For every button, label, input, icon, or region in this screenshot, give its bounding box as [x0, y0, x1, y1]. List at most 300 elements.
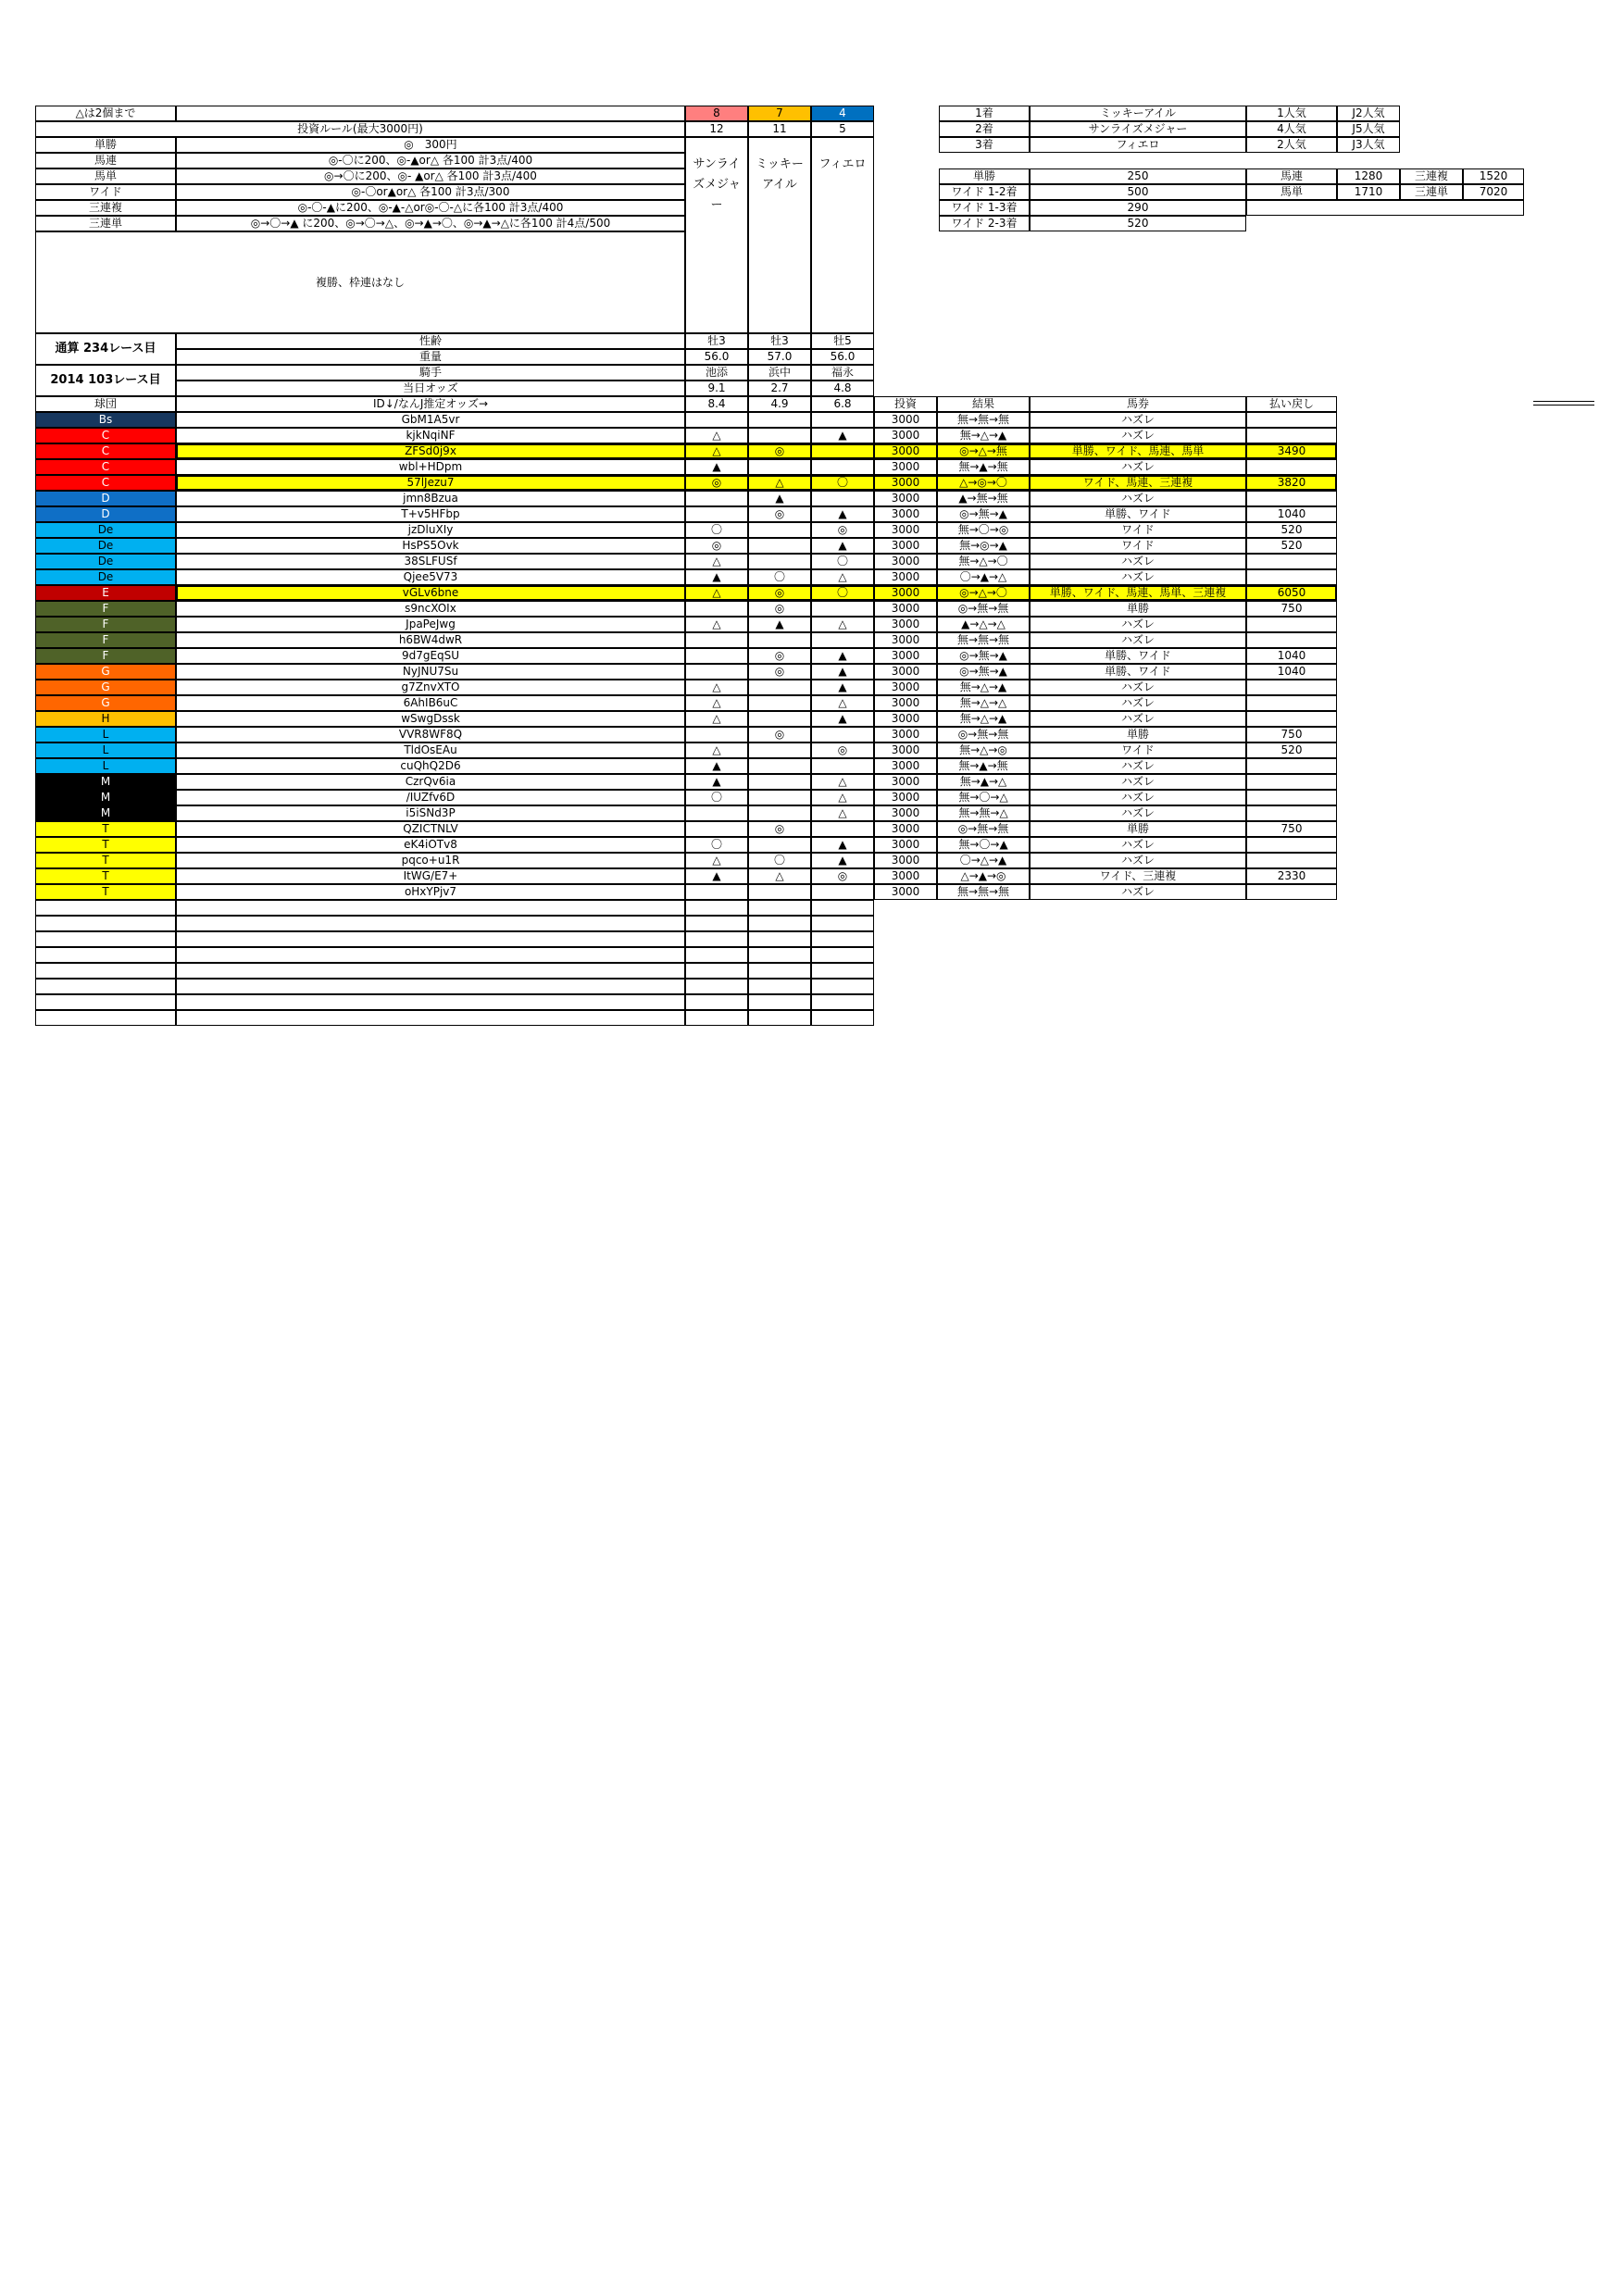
team-badge: T — [35, 868, 176, 884]
no-bet-note: 複勝、枠連はなし — [35, 231, 685, 333]
user-id: ZFSd0j9x — [176, 443, 685, 459]
payout-cell: 2330 — [1246, 868, 1337, 884]
mark-cell — [685, 727, 748, 742]
payout-cell — [1246, 884, 1337, 900]
invest-cell: 3000 — [874, 727, 937, 742]
ticket-cell: ハズレ — [1030, 617, 1246, 632]
invest-cell: 3000 — [874, 805, 937, 821]
invest-cell: 3000 — [874, 443, 937, 459]
mark-cell — [748, 522, 811, 538]
horse-weight: 57.0 — [748, 349, 811, 365]
result-cell: ◎→無→無 — [937, 727, 1030, 742]
mark-cell — [811, 821, 874, 837]
mark-cell — [685, 632, 748, 648]
empty-cell — [176, 994, 685, 1010]
row-label-odds: 当日オッズ — [176, 381, 685, 396]
ticket-cell: ハズレ — [1030, 554, 1246, 569]
empty-cell — [748, 931, 811, 947]
payout-cell: 1040 — [1246, 648, 1337, 664]
mark-cell: △ — [811, 774, 874, 790]
result-cell: 無→〇→◎ — [937, 522, 1030, 538]
result-cell: 無→△→〇 — [937, 554, 1030, 569]
payout-cell: 1040 — [1246, 506, 1337, 522]
rule-type: 三連複 — [35, 200, 176, 216]
result-cell: ◎→無→無 — [937, 821, 1030, 837]
user-id: 6AhIB6uC — [176, 695, 685, 711]
row-label-weight: 重量 — [176, 349, 685, 365]
ticket-cell: 単勝、ワイド — [1030, 664, 1246, 680]
user-id: jzDluXIy — [176, 522, 685, 538]
mark-cell: ▲ — [811, 837, 874, 853]
invest-cell: 3000 — [874, 538, 937, 554]
empty-cell — [685, 963, 748, 979]
empty-cell — [748, 979, 811, 994]
payout-cell — [1246, 632, 1337, 648]
user-id: VVR8WF8Q — [176, 727, 685, 742]
empty-cell — [748, 994, 811, 1010]
user-id: GbM1A5vr — [176, 412, 685, 428]
mark-cell: 〇 — [811, 475, 874, 491]
horse-weight: 56.0 — [685, 349, 748, 365]
finish-horse: ミッキーアイル — [1030, 106, 1246, 121]
mark-cell: 〇 — [685, 522, 748, 538]
mark-cell: ▲ — [748, 617, 811, 632]
mark-cell: ◎ — [748, 821, 811, 837]
mark-cell: 〇 — [685, 790, 748, 805]
frame-7: 7 — [748, 106, 811, 121]
empty-cell — [811, 947, 874, 963]
empty-cell — [685, 979, 748, 994]
team-badge: M — [35, 790, 176, 805]
ticket-cell: 単勝、ワイド — [1030, 506, 1246, 522]
horse-number-11: 11 — [748, 121, 811, 137]
col-invest: 投資 — [874, 396, 937, 412]
total-races: 通算 234レース目 — [35, 333, 176, 365]
horse-age: 牡3 — [685, 333, 748, 349]
est-odds: 8.4 — [685, 396, 748, 412]
result-cell: 無→〇→▲ — [937, 837, 1030, 853]
empty-cell — [35, 916, 176, 931]
ticket-cell: ハズレ — [1030, 837, 1246, 853]
payout-label: ワイド 1-2着 — [939, 184, 1030, 200]
finish-j-popularity: J5人気 — [1337, 121, 1400, 137]
ticket-cell: 単勝、ワイド、馬連、馬単、三連複 — [1030, 585, 1246, 601]
invest-cell: 3000 — [874, 632, 937, 648]
result-cell: ◎→△→〇 — [937, 585, 1030, 601]
invest-cell: 3000 — [874, 758, 937, 774]
row-label-age: 性齢 — [176, 333, 685, 349]
horse-weight: 56.0 — [811, 349, 874, 365]
est-odds: 4.9 — [748, 396, 811, 412]
mark-cell: ◎ — [748, 648, 811, 664]
team-badge: T — [35, 821, 176, 837]
rule-type: 馬単 — [35, 168, 176, 184]
result-cell: 無→▲→無 — [937, 758, 1030, 774]
mark-cell: ▲ — [685, 569, 748, 585]
mark-cell: ◎ — [811, 742, 874, 758]
mark-cell: ▲ — [811, 538, 874, 554]
rule-type: ワイド — [35, 184, 176, 200]
payout-label: ワイド 2-3着 — [939, 216, 1030, 231]
ticket-cell: 単勝、ワイド、馬連、馬単 — [1030, 443, 1246, 459]
mark-cell — [811, 412, 874, 428]
team-badge: D — [35, 506, 176, 522]
mark-cell — [685, 805, 748, 821]
payout-cell — [1246, 569, 1337, 585]
ticket-cell: 単勝 — [1030, 821, 1246, 837]
team-badge: Bs — [35, 412, 176, 428]
mark-cell: ◎ — [748, 506, 811, 522]
finish-horse: フィエロ — [1030, 137, 1246, 153]
user-id: g7ZnvXTO — [176, 680, 685, 695]
mark-cell — [748, 711, 811, 727]
mark-cell: △ — [685, 742, 748, 758]
user-id: i5iSNd3P — [176, 805, 685, 821]
payout-cell — [1246, 695, 1337, 711]
mark-cell — [748, 412, 811, 428]
mark-cell: ▲ — [685, 459, 748, 475]
team-badge: D — [35, 491, 176, 506]
payout-value: 7020 — [1463, 184, 1524, 200]
result-cell: 無→無→無 — [937, 884, 1030, 900]
empty-cell — [748, 947, 811, 963]
ticket-cell: ハズレ — [1030, 711, 1246, 727]
mark-cell — [748, 774, 811, 790]
mark-cell — [685, 491, 748, 506]
result-cell: ◎→△→無 — [937, 443, 1030, 459]
mark-cell: △ — [685, 554, 748, 569]
team-badge: E — [35, 585, 176, 601]
empty-cell — [35, 947, 176, 963]
user-id: wbl+HDpm — [176, 459, 685, 475]
mark-cell: ▲ — [811, 853, 874, 868]
payout-cell — [1246, 805, 1337, 821]
mark-cell — [748, 805, 811, 821]
rule-text: ◎ 300円 — [176, 137, 685, 153]
empty-cell — [748, 900, 811, 916]
payout-value: 1710 — [1337, 184, 1400, 200]
empty-cell — [176, 1010, 685, 1026]
rule-text: ◎-〇-▲に200、◎-▲-△or◎-〇-△に各100 計3点/400 — [176, 200, 685, 216]
mark-cell: ▲ — [685, 868, 748, 884]
horse-age: 牡5 — [811, 333, 874, 349]
mark-cell: △ — [685, 428, 748, 443]
invest-cell: 3000 — [874, 790, 937, 805]
horse-jockey: 福永 — [811, 365, 874, 381]
mark-cell — [748, 632, 811, 648]
payout-cell — [1246, 491, 1337, 506]
team-badge: F — [35, 632, 176, 648]
empty-cell — [811, 900, 874, 916]
user-id: jmn8Bzua — [176, 491, 685, 506]
payout-cell: 750 — [1246, 821, 1337, 837]
mark-cell: △ — [748, 475, 811, 491]
payout-cell — [1246, 428, 1337, 443]
user-id: h6BW4dwR — [176, 632, 685, 648]
finish-place: 2着 — [939, 121, 1030, 137]
user-id: vGLv6bne — [176, 585, 685, 601]
result-cell: ◎→無→▲ — [937, 664, 1030, 680]
horse-jockey: 池添 — [685, 365, 748, 381]
mark-cell: △ — [748, 868, 811, 884]
empty-cell — [685, 1010, 748, 1026]
divider-line — [1533, 401, 1594, 402]
mark-cell — [685, 884, 748, 900]
invest-cell: 3000 — [874, 412, 937, 428]
finish-horse: サンライズメジャー — [1030, 121, 1246, 137]
mark-cell: △ — [685, 695, 748, 711]
mark-cell: △ — [685, 617, 748, 632]
user-id: s9ncXOIx — [176, 601, 685, 617]
ticket-cell: ハズレ — [1030, 805, 1246, 821]
invest-cell: 3000 — [874, 428, 937, 443]
team-badge: De — [35, 538, 176, 554]
mark-cell: 〇 — [685, 837, 748, 853]
empty-cell — [811, 979, 874, 994]
mark-cell — [748, 459, 811, 475]
user-id: TldOsEAu — [176, 742, 685, 758]
invest-cell: 3000 — [874, 601, 937, 617]
ticket-cell: ハズレ — [1030, 428, 1246, 443]
mark-cell: ◎ — [748, 443, 811, 459]
ticket-cell: 単勝 — [1030, 601, 1246, 617]
payout-cell: 750 — [1246, 601, 1337, 617]
empty-cell — [685, 900, 748, 916]
team-badge: De — [35, 522, 176, 538]
finish-popularity: 4人気 — [1246, 121, 1337, 137]
mark-cell: ▲ — [811, 506, 874, 522]
mark-cell — [811, 491, 874, 506]
col-ticket: 馬券 — [1030, 396, 1246, 412]
result-cell: ◎→無→▲ — [937, 506, 1030, 522]
mark-cell: 〇 — [748, 569, 811, 585]
empty-cell — [176, 900, 685, 916]
ticket-cell: ハズレ — [1030, 459, 1246, 475]
result-cell: 〇→△→▲ — [937, 853, 1030, 868]
user-id: NyJNU7Su — [176, 664, 685, 680]
rule-text: ◎-〇に200、◎-▲or△ 各100 計3点/400 — [176, 153, 685, 168]
ticket-cell: ハズレ — [1030, 680, 1246, 695]
mark-cell — [811, 601, 874, 617]
invest-cell: 3000 — [874, 522, 937, 538]
payout-cell — [1246, 758, 1337, 774]
empty-cell — [811, 931, 874, 947]
invest-cell: 3000 — [874, 506, 937, 522]
team-badge: T — [35, 853, 176, 868]
result-cell: 無→△→▲ — [937, 428, 1030, 443]
result-cell: 〇→▲→△ — [937, 569, 1030, 585]
result-cell: 無→△→△ — [937, 695, 1030, 711]
payout-cell — [1246, 711, 1337, 727]
user-id: Qjee5V73 — [176, 569, 685, 585]
invest-cell: 3000 — [874, 868, 937, 884]
payout-label: 馬連 — [1246, 168, 1337, 184]
empty-cell — [1246, 200, 1524, 216]
mark-cell: ▲ — [811, 664, 874, 680]
result-cell: 無→△→▲ — [937, 711, 1030, 727]
invest-cell: 3000 — [874, 491, 937, 506]
mark-cell: 〇 — [811, 554, 874, 569]
ticket-cell: ハズレ — [1030, 884, 1246, 900]
col-team: 球団 — [35, 396, 176, 412]
finish-j-popularity: J3人気 — [1337, 137, 1400, 153]
empty-cell — [176, 947, 685, 963]
ticket-cell: 単勝、ワイド — [1030, 648, 1246, 664]
limit-note: △は2個まで — [35, 106, 176, 121]
ticket-cell: ハズレ — [1030, 632, 1246, 648]
team-badge: De — [35, 554, 176, 569]
horse-age: 牡3 — [748, 333, 811, 349]
horse-name: サンライズメジャー — [685, 137, 748, 333]
result-cell: 無→△→▲ — [937, 680, 1030, 695]
mark-cell — [685, 412, 748, 428]
mark-cell — [748, 884, 811, 900]
ticket-cell: ワイド、三連複 — [1030, 868, 1246, 884]
mark-cell: ◎ — [811, 868, 874, 884]
payout-cell — [1246, 774, 1337, 790]
invest-cell: 3000 — [874, 711, 937, 727]
empty-cell — [685, 916, 748, 931]
mark-cell: ▲ — [811, 648, 874, 664]
result-cell: 無→◎→▲ — [937, 538, 1030, 554]
payout-cell — [1246, 459, 1337, 475]
empty-cell — [35, 931, 176, 947]
empty-cell — [35, 979, 176, 994]
mark-cell: △ — [685, 585, 748, 601]
result-cell: 無→〇→△ — [937, 790, 1030, 805]
finish-j-popularity: J2人気 — [1337, 106, 1400, 121]
payout-cell — [1246, 412, 1337, 428]
empty-cell — [685, 931, 748, 947]
ticket-cell: ワイド — [1030, 522, 1246, 538]
invest-cell: 3000 — [874, 821, 937, 837]
mark-cell: ▲ — [685, 774, 748, 790]
user-id: kjkNqiNF — [176, 428, 685, 443]
payout-cell: 3820 — [1246, 475, 1337, 491]
year-races: 2014 103レース目 — [35, 365, 176, 396]
mark-cell: △ — [685, 443, 748, 459]
ticket-cell: ハズレ — [1030, 569, 1246, 585]
result-cell: 無→無→無 — [937, 632, 1030, 648]
frame-8: 8 — [685, 106, 748, 121]
user-id: eK4iOTv8 — [176, 837, 685, 853]
mark-cell: △ — [811, 790, 874, 805]
team-badge: M — [35, 805, 176, 821]
result-cell: 無→無→△ — [937, 805, 1030, 821]
user-id: JpaPeJwg — [176, 617, 685, 632]
payout-cell: 6050 — [1246, 585, 1337, 601]
result-cell: 無→無→無 — [937, 412, 1030, 428]
ticket-cell: ハズレ — [1030, 695, 1246, 711]
invest-cell: 3000 — [874, 569, 937, 585]
result-cell: △→▲→◎ — [937, 868, 1030, 884]
mark-cell — [748, 680, 811, 695]
empty-cell — [176, 916, 685, 931]
invest-cell: 3000 — [874, 648, 937, 664]
invest-cell: 3000 — [874, 884, 937, 900]
rules-title: 投資ルール(最大3000円) — [35, 121, 685, 137]
ticket-cell: ハズレ — [1030, 412, 1246, 428]
mark-cell — [811, 632, 874, 648]
mark-cell: 〇 — [748, 853, 811, 868]
ticket-cell: ワイド — [1030, 742, 1246, 758]
payout-value: 1280 — [1337, 168, 1400, 184]
team-badge: C — [35, 475, 176, 491]
mark-cell — [748, 538, 811, 554]
user-id: wSwgDssk — [176, 711, 685, 727]
blank-cell — [176, 106, 685, 121]
invest-cell: 3000 — [874, 680, 937, 695]
mark-cell: 〇 — [811, 585, 874, 601]
mark-cell — [685, 648, 748, 664]
payout-label: 三連複 — [1400, 168, 1463, 184]
empty-cell — [35, 1010, 176, 1026]
mark-cell — [685, 506, 748, 522]
invest-cell: 3000 — [874, 585, 937, 601]
mark-cell: ▲ — [685, 758, 748, 774]
invest-cell: 3000 — [874, 742, 937, 758]
rule-text: ◎→〇→▲ に200、◎→〇→△、◎→▲→〇、◎→▲→△に各100 計4点/500 — [176, 216, 685, 231]
result-cell: ▲→無→無 — [937, 491, 1030, 506]
est-odds: 6.8 — [811, 396, 874, 412]
result-cell: 無→△→◎ — [937, 742, 1030, 758]
team-badge: G — [35, 695, 176, 711]
result-cell: ▲→△→△ — [937, 617, 1030, 632]
mark-cell: △ — [685, 711, 748, 727]
payout-value: 520 — [1030, 216, 1246, 231]
mark-cell — [748, 695, 811, 711]
mark-cell: △ — [811, 617, 874, 632]
invest-cell: 3000 — [874, 459, 937, 475]
team-badge: F — [35, 617, 176, 632]
invest-cell: 3000 — [874, 695, 937, 711]
result-cell: △→◎→〇 — [937, 475, 1030, 491]
rule-text: ◎→〇に200、◎- ▲or△ 各100 計3点/400 — [176, 168, 685, 184]
team-badge: G — [35, 680, 176, 695]
mark-cell: ◎ — [748, 727, 811, 742]
payout-value: 290 — [1030, 200, 1246, 216]
payout-cell — [1246, 680, 1337, 695]
team-badge: F — [35, 648, 176, 664]
empty-cell — [176, 979, 685, 994]
empty-cell — [176, 963, 685, 979]
empty-cell — [811, 1010, 874, 1026]
mark-cell: ▲ — [811, 428, 874, 443]
user-id: oHxYPjv7 — [176, 884, 685, 900]
user-id: cuQhQ2D6 — [176, 758, 685, 774]
mark-cell: ◎ — [748, 585, 811, 601]
payout-cell: 750 — [1246, 727, 1337, 742]
payout-cell: 520 — [1246, 522, 1337, 538]
mark-cell: ◎ — [685, 538, 748, 554]
user-id: 38SLFUSf — [176, 554, 685, 569]
col-result: 結果 — [937, 396, 1030, 412]
team-badge: C — [35, 443, 176, 459]
payout-cell — [1246, 617, 1337, 632]
horse-odds: 4.8 — [811, 381, 874, 396]
user-id: 57lJezu7 — [176, 475, 685, 491]
empty-cell — [748, 916, 811, 931]
result-cell: 無→▲→無 — [937, 459, 1030, 475]
user-id: HsPS5Ovk — [176, 538, 685, 554]
col-payout: 払い戻し — [1246, 396, 1337, 412]
empty-cell — [35, 994, 176, 1010]
finish-place: 3着 — [939, 137, 1030, 153]
mark-cell — [811, 727, 874, 742]
mark-cell — [748, 428, 811, 443]
user-id: CzrQv6ia — [176, 774, 685, 790]
payout-cell — [1246, 837, 1337, 853]
